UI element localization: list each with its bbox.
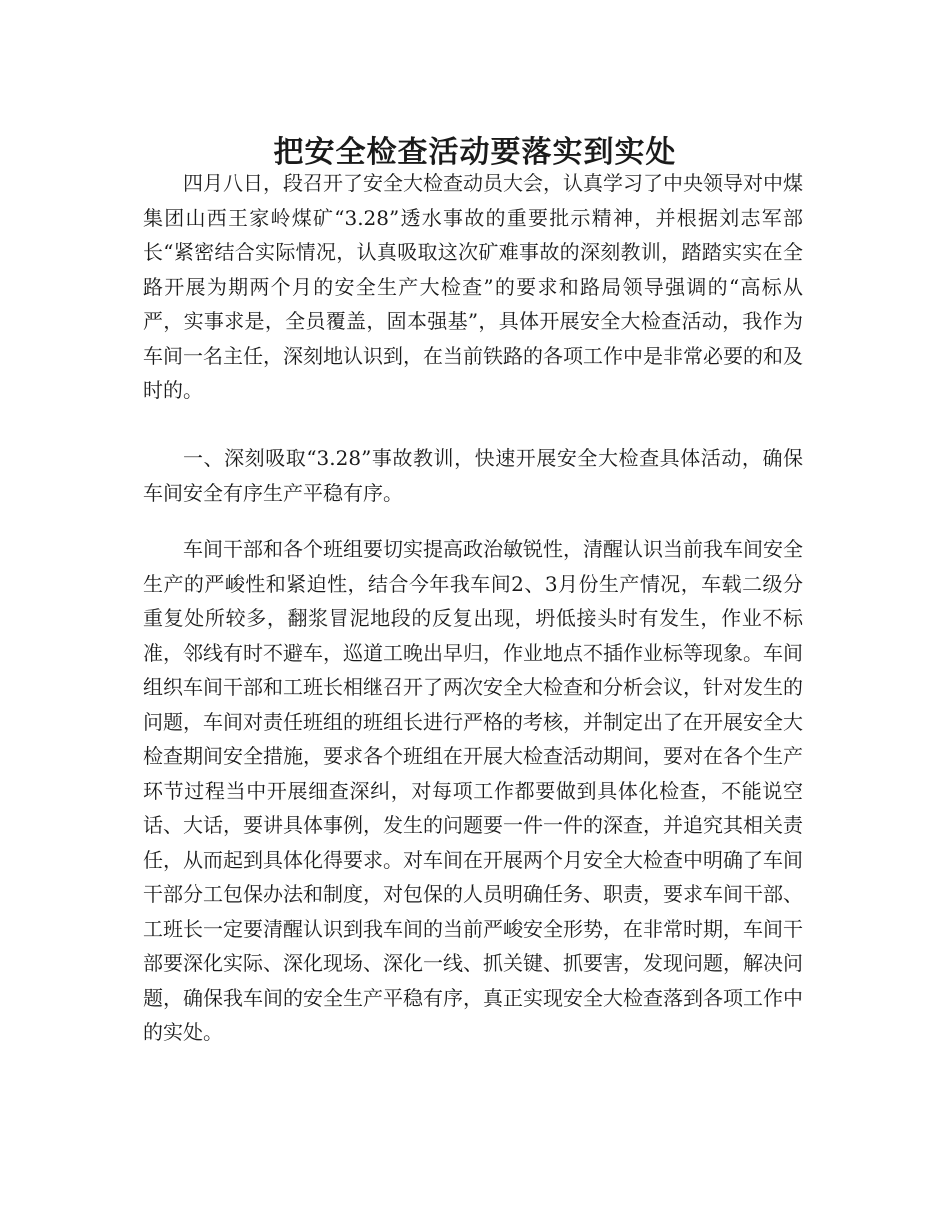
paragraph-intro: 四月八日，段召开了安全大检查动员大会，认真学习了中央领导对中煤集团山西王家岭煤矿“3.28”透水事故的重要批示精神，并根据刘志军部长“紧密结合实际情况，认真吸取这次矿难事故的深刻教训，踏踏实实在全路开展为期两个月的安全生产大检查”的要求和路局领导强调的“高标从严，实事求是，全员覆盖，固本强基”，具体开展安全大检查活动，我作为车间一名主任，深刻地认识到，在当前铁路的各项工作中是非常必要的和及时的。 [143, 171, 803, 402]
paragraph-section-heading: 一、深刻吸取“3.28”事故教训，快速开展安全大检查具体活动，确保车间安全有序生产平稳有序。 [143, 446, 803, 505]
paragraph-body: 车间干部和各个班组要切实提高政治敏锐性，清醒认识当前我车间安全生产的严峻性和紧迫性，结合今年我车间2、3月份生产情况，车载二级分重复处所较多，翻浆冒泥地段的反复出现，坍低接头时有发生，作业不标准，邻线有时不避车，巡道工晚出早归，作业地点不插作业标等现象。车间组织车间干部和工班长相继召开了两次安全大检查和分析会议，针对发生的问题，车间对责任班组的班组长进行严格的考核，并制定出了在开展安全大检查期间安全措施，要求各个班组在开展大检查活动期间，要对在各个生产环节过程当中开展细查深纠，对每项工作都要做到具体化检查，不能说空话、大话，要讲具体事例，发生的问题要一件一件的深查，并追究其相关责任，从而起到具体化得要求。对车间在开展两个月安全大检查中明确了车间干部分工包保办法和制度，对包保的人员明确任务、职责，要求车间干部、工班长一定要清醒认识到我车间的当前严峻安全形势，在非常时期，车间干部要深化实际、深化现场、深化一线、抓关键、抓要害，发现问题，解决问题，确保我车间的安全生产平稳有序，真正实现安全大检查落到各项工作中的实处。 [143, 537, 803, 1044]
document-title: 把安全检查活动要落实到实处 [273, 135, 677, 171]
